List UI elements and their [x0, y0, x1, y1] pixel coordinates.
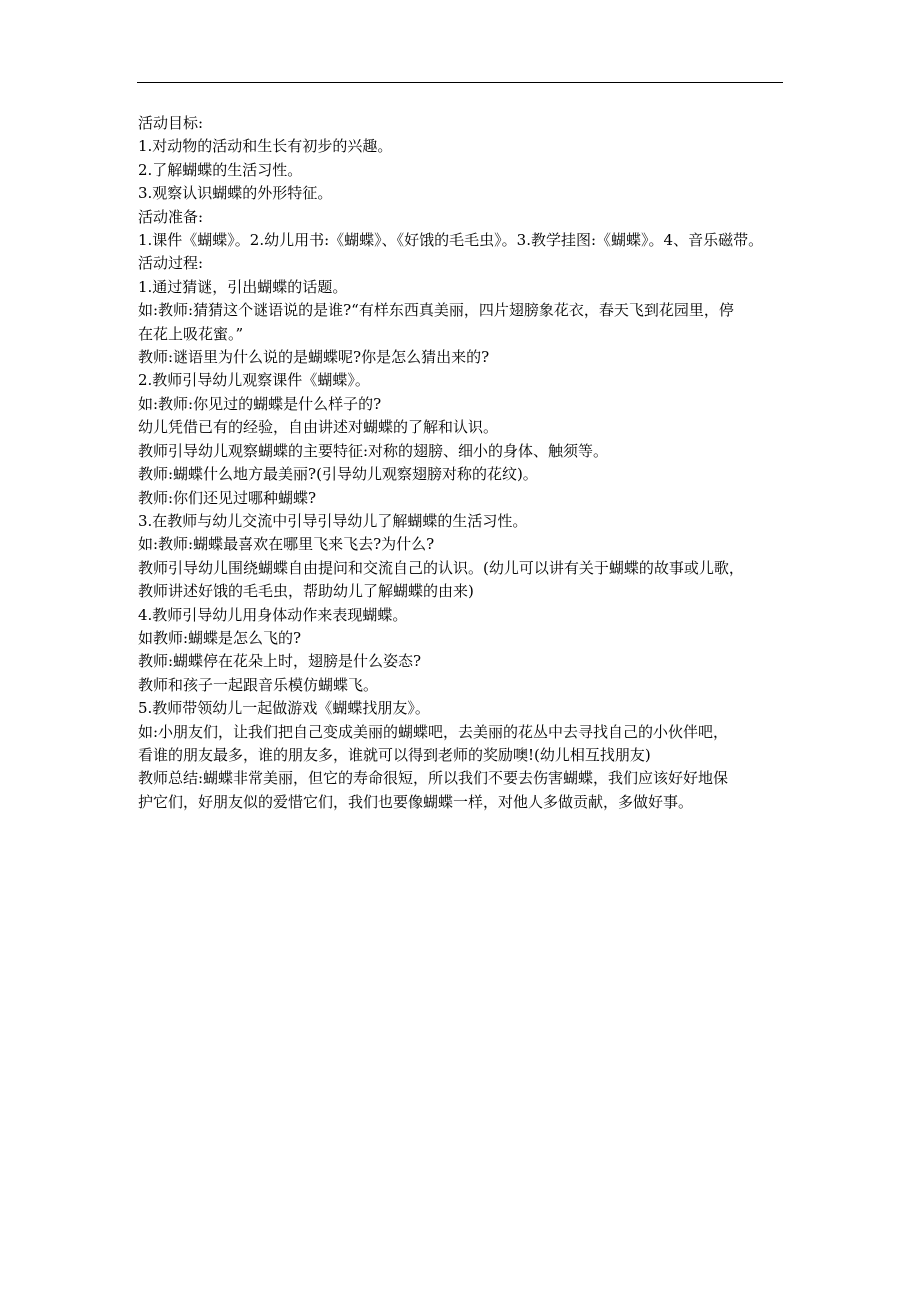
text-line: 教师:谜语里为什么说的是蝴蝶呢?你是怎么猜出来的?: [138, 348, 490, 367]
text-line: 教师和孩子一起跟音乐模仿蝴蝶飞。: [138, 675, 379, 694]
text-line: 4.教师引导幼儿用身体动作来表现蝴蝶。: [138, 605, 408, 624]
text-line: 教师引导幼儿观察蝴蝶的主要特征:对称的翅膀、细小的身体、触须等。: [138, 441, 609, 460]
text-line: 教师:你们还见过哪种蝴蝶?: [138, 488, 317, 507]
text-line: 活动过程:: [138, 254, 204, 273]
text-line: 3.观察认识蝴蝶的外形特征。: [138, 184, 333, 203]
text-line: 活动准备:: [138, 207, 204, 226]
text-line: 教师:蝴蝶停在花朵上时，翅膀是什么姿态?: [138, 652, 422, 671]
document-body: [138, 112, 788, 814]
text-line: 5.教师带领幼儿一起做游戏《蝴蝶找朋友》。: [138, 699, 430, 718]
text-line: 幼儿凭借已有的经验，自由讲述对蝴蝶的了解和认识。: [138, 418, 499, 437]
text-line: 如教师:蝴蝶是怎么飞的?: [138, 628, 302, 647]
text-line: 如:教师:你见过的蝴蝶是什么样子的?: [138, 394, 382, 413]
text-line: 1.对动物的活动和生长有初步的兴趣。: [138, 137, 393, 156]
text-line: 教师总结:蝴蝶非常美丽，但它的寿命很短，所以我们不要去伤害蝴蝶，我们应该好好地保: [138, 769, 729, 788]
text-line: 看谁的朋友最多，谁的朋友多，谁就可以得到老师的奖励噢!(幼儿相互找朋友): [138, 745, 651, 764]
text-line: 教师:蝴蝶什么地方最美丽?(引导幼儿观察翅膀对称的花纹)。: [138, 465, 538, 484]
text-line: 在花上吸花蜜。”: [138, 324, 244, 343]
text-line: 1.课件《蝴蝶》。2.幼儿用书:《蝴蝶》、《好饿的毛毛虫》。3.教学挂图:《蝴蝶》。4、音乐磁带。: [138, 231, 764, 250]
text-line: 教师引导幼儿围绕蝴蝶自由提问和交流自己的认识。(幼儿可以讲有关于蝴蝶的故事或儿歌，: [138, 558, 744, 577]
text-line: 教师讲述好饿的毛毛虫，帮助幼儿了解蝴蝶的由来): [138, 582, 474, 601]
text-line: 如:教师:猜猜这个谜语说的是谁?“有样东西真美丽，四片翅膀象花衣，春天飞到花园里，停: [138, 301, 734, 320]
text-line: 1.通过猜谜，引出蝴蝶的话题。: [138, 277, 348, 296]
header-divider: [137, 82, 783, 83]
text-line: 2.教师引导幼儿观察课件《蝴蝶》。: [138, 371, 370, 390]
text-line: 2.了解蝴蝶的生活习性。: [138, 160, 303, 179]
text-line: 护它们，好朋友似的爱惜它们，我们也要像蝴蝶一样，对他人多做贡献，多做好事。: [138, 792, 694, 811]
text-line: 3.在教师与幼儿交流中引导引导幼儿了解蝴蝶的生活习性。: [138, 511, 528, 530]
text-line: 活动目标:: [138, 114, 204, 132]
text-line: 如:小朋友们，让我们把自己变成美丽的蝴蝶吧，去美丽的花丛中去寻找自己的小伙伴吧，: [138, 722, 729, 741]
text-line: 如:教师:蝴蝶最喜欢在哪里飞来飞去?为什么?: [138, 535, 435, 554]
